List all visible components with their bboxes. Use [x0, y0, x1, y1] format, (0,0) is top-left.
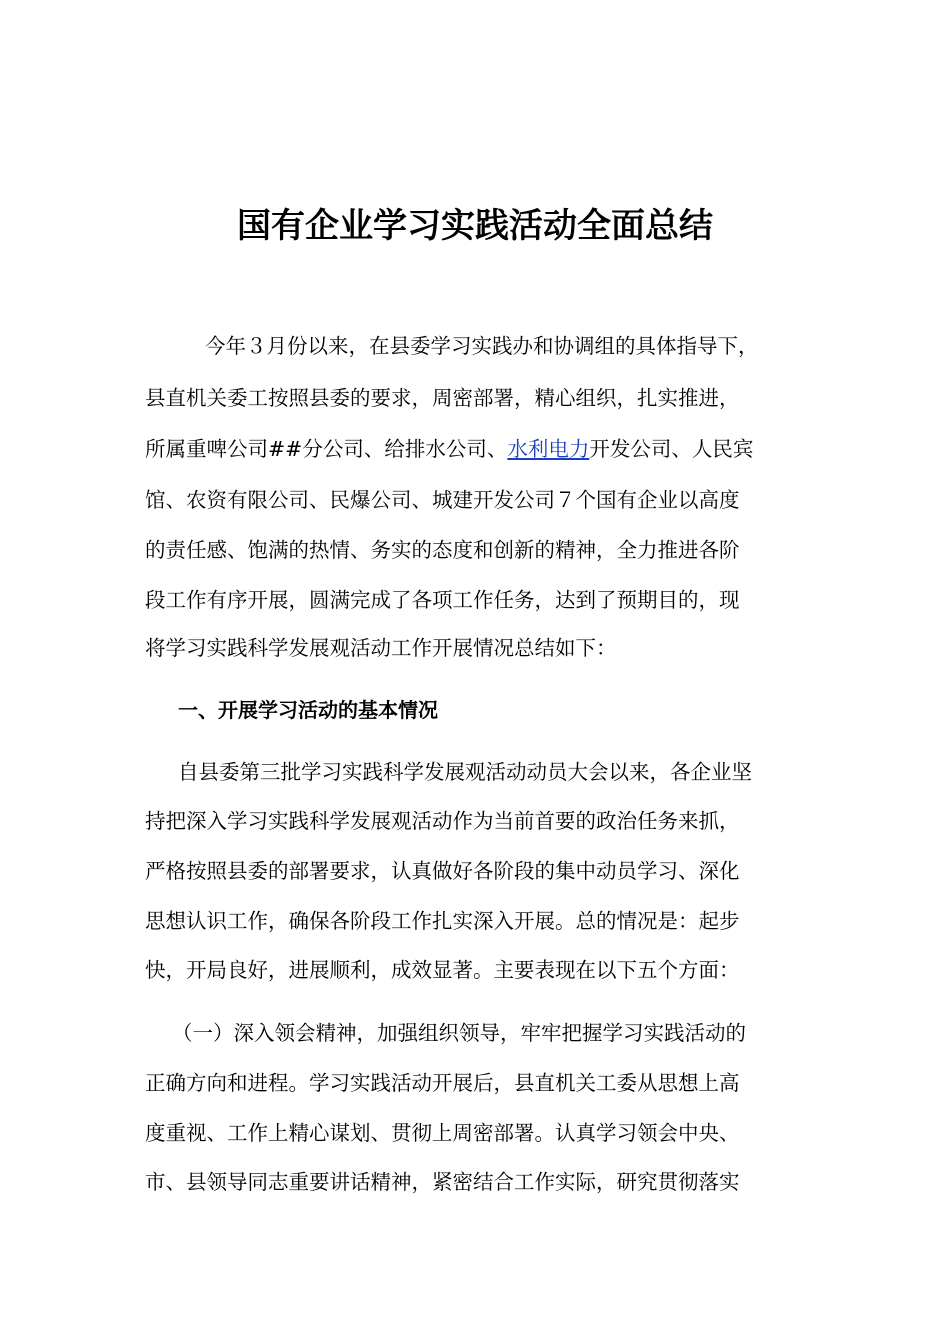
paragraph-line: 馆、农资有限公司、民爆公司、城建开发公司７个国有企业以高度: [145, 488, 740, 512]
paragraph-line-with-link: [145, 434, 753, 464]
paragraph-text: 开发公司、人民宾: [589, 437, 754, 461]
section-heading: 一、开展学习活动的基本情况: [178, 698, 438, 722]
paragraph-line: 度重视、工作上精心谋划、贯彻上周密部署。认真学习领会中央、: [145, 1121, 740, 1145]
paragraph-line: 今年３月份以来，在县委学习实践办和协调组的具体指导下，: [205, 334, 759, 358]
paragraph-line: 正确方向和进程。学习实践活动开展后，县直机关工委从思想上高: [145, 1071, 740, 1095]
document-title: 国有企业学习实践活动全面总结: [237, 206, 713, 246]
paragraph-line: 将学习实践科学发展观活动工作开展情况总结如下：: [145, 636, 617, 660]
paragraph-line: 思想认识工作，确保各阶段工作扎实深入开展。总的情况是：起步: [145, 909, 740, 933]
paragraph-line: 县直机关委工按照县委的要求，周密部署，精心组织，扎实推进，: [145, 386, 740, 410]
paragraph-line: （一）深入领会精神，加强组织领导，牢牢把握学习实践活动的: [172, 1021, 746, 1045]
paragraph-line: 的责任感、饱满的热情、务实的态度和创新的精神，全力推进各阶: [145, 538, 740, 562]
paragraph-line: 严格按照县委的部署要求，认真做好各阶段的集中动员学习、深化: [145, 859, 740, 883]
paragraph-line: 市、县领导同志重要讲话精神，紧密结合工作实际，研究贯彻落实: [145, 1170, 740, 1194]
paragraph-line: 持把深入学习实践科学发展观活动作为当前首要的政治任务来抓，: [145, 809, 740, 833]
paragraph-text: 所属重啤公司##分公司、给排水公司、: [145, 437, 508, 461]
paragraph-line: 快，开局良好，进展顺利，成效显著。主要表现在以下五个方面：: [145, 958, 740, 982]
paragraph-line: 段工作有序开展，圆满完成了各项工作任务，达到了预期目的，现: [145, 588, 740, 612]
hyperlink-water-power[interactable]: 水利电力: [507, 437, 590, 461]
paragraph-line: 自县委第三批学习实践科学发展观活动动员大会以来，各企业坚: [178, 760, 752, 784]
